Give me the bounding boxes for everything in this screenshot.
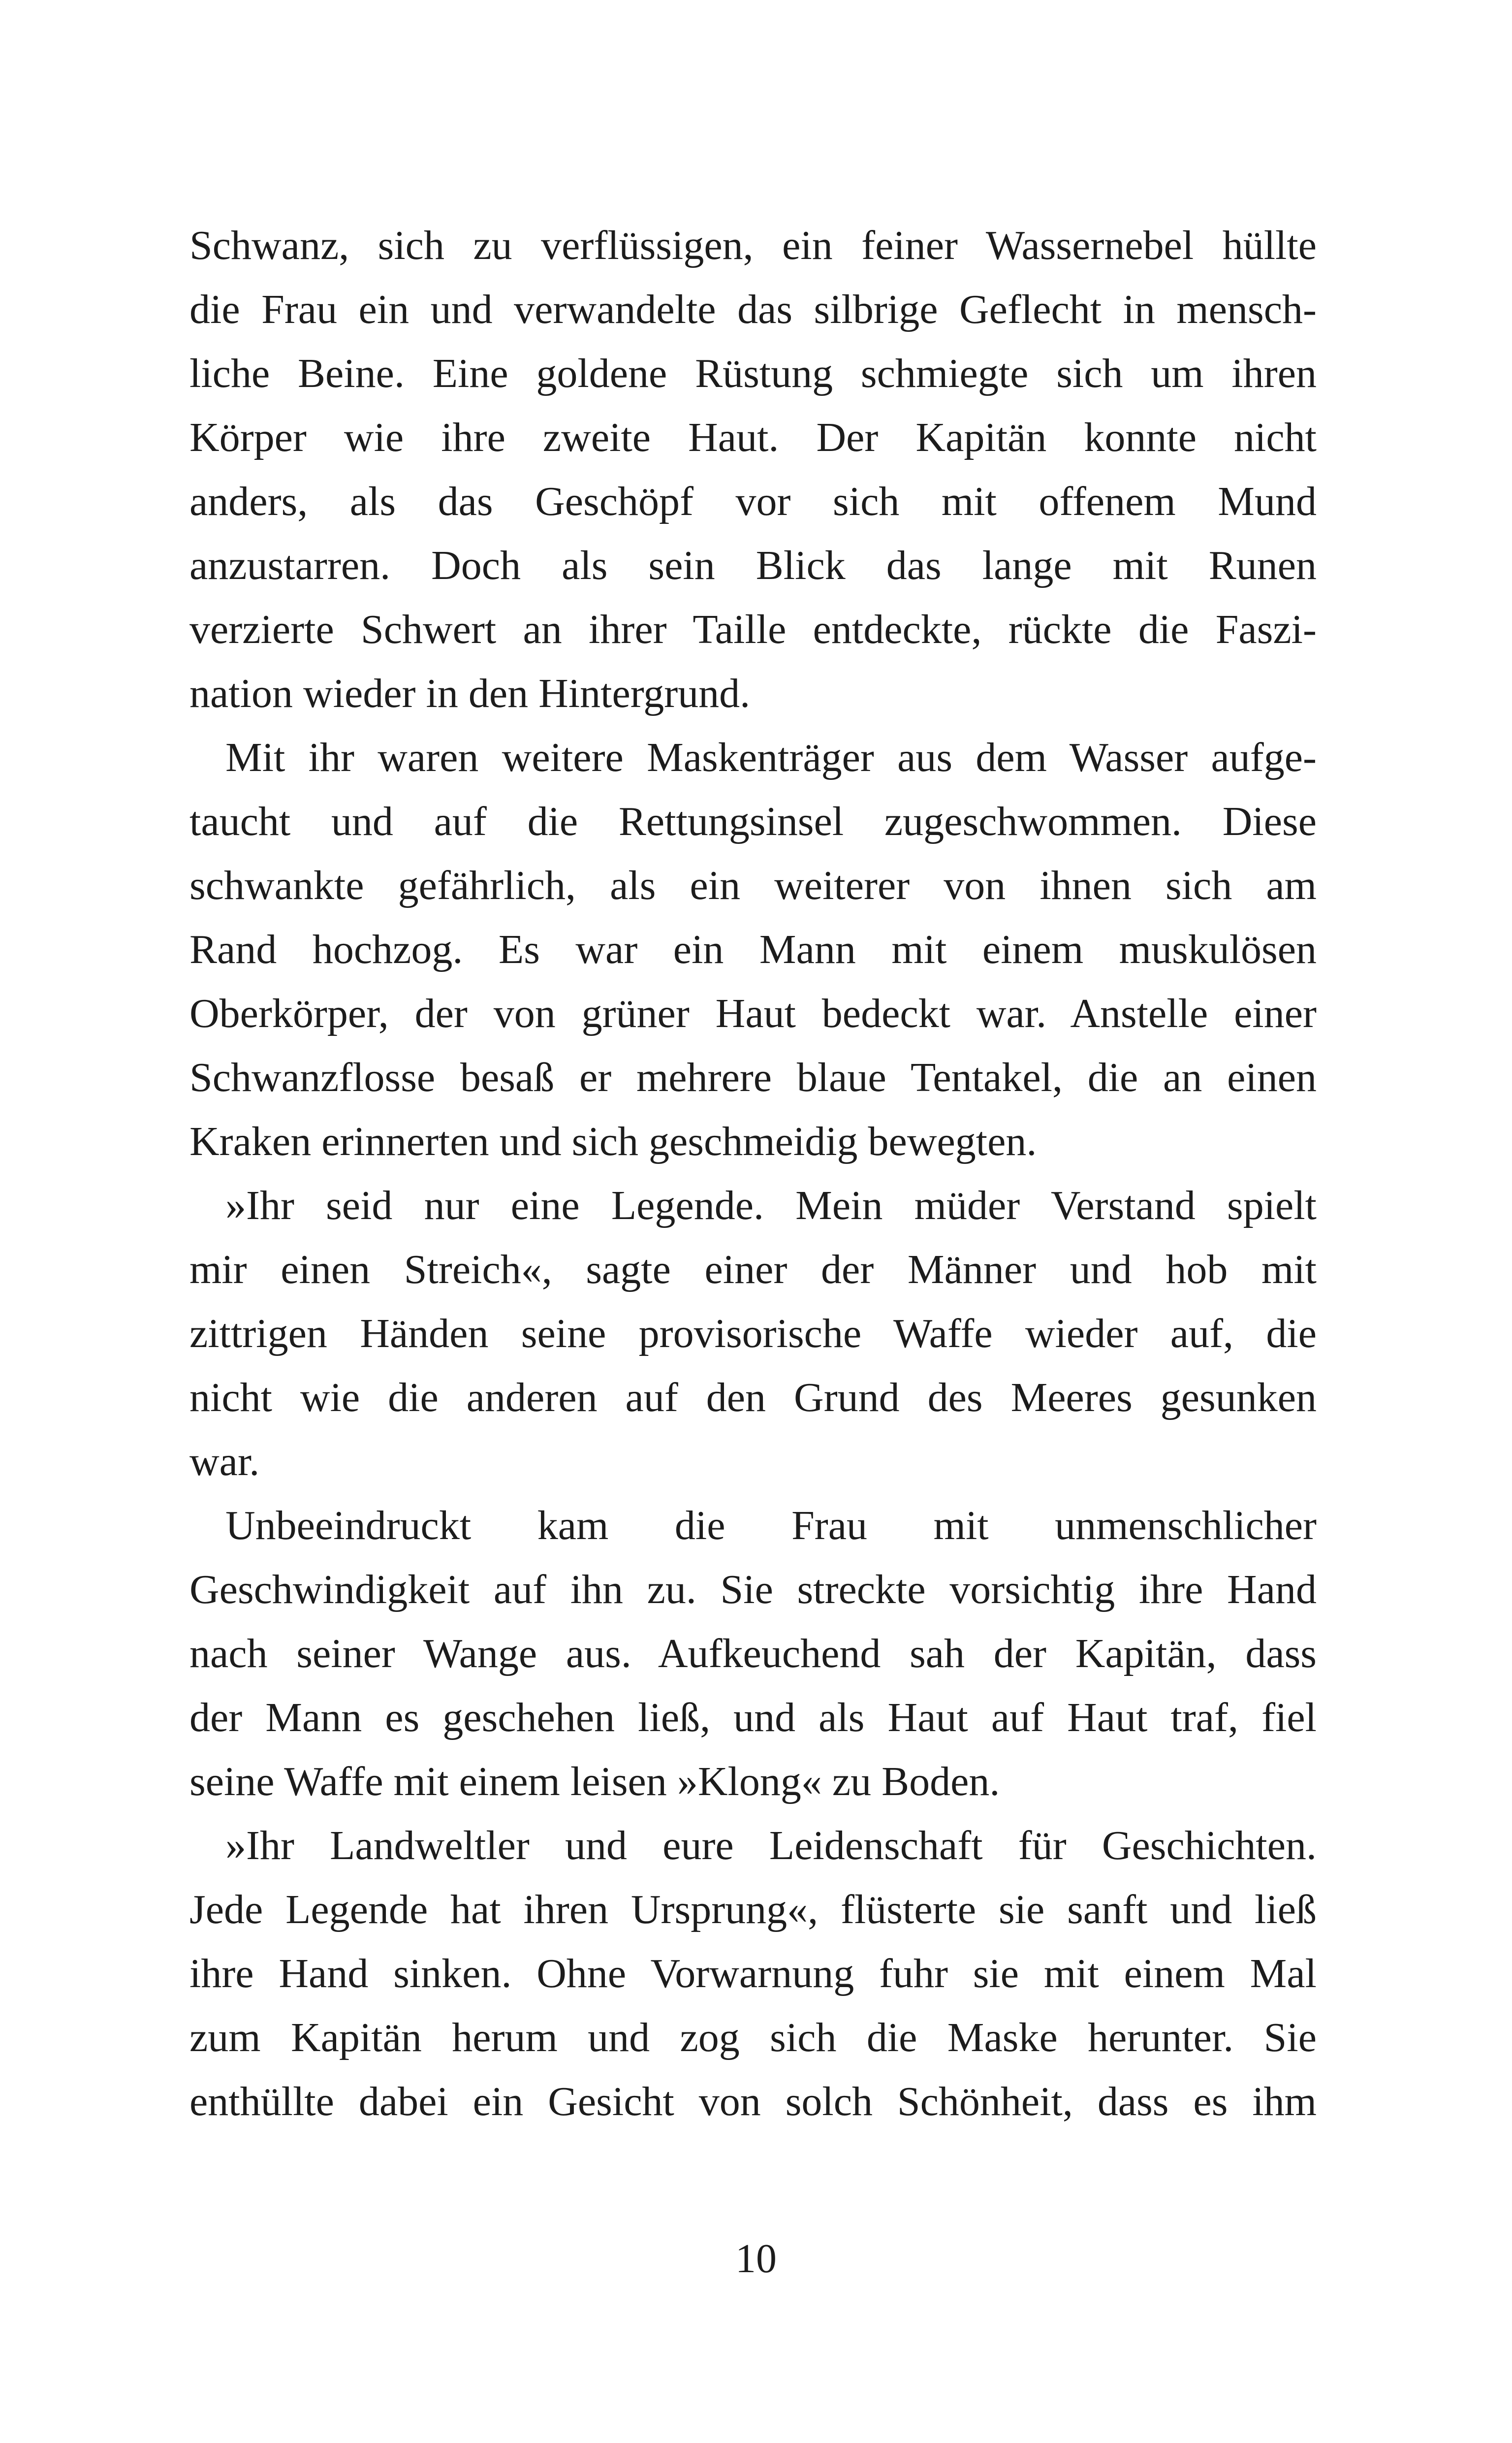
text-line: Oberkörper, der von grüner Haut bedeckt war. Anstelle einer [189,991,1317,1036]
text-line: Körper wie ihre zweite Haut. Der Kapitän konnte nicht [189,415,1317,460]
body-text [189,214,1317,2134]
text-line: verzierte Schwert an ihrer Taille entdeckte, rückte die Faszi- [189,607,1317,652]
text-line: nation wieder in den Hintergrund. [189,671,751,716]
text-line: Rand hochzog. Es war ein Mann mit einem muskulösen [189,927,1317,972]
text-line: der Mann es geschehen ließ, und als Haut auf Haut traf, fiel [189,1695,1317,1740]
text-line: taucht und auf die Rettungsinsel zugeschwommen. Diese [189,799,1317,844]
text-line: war. [189,1439,260,1484]
text-line: Schwanzflosse besaß er mehrere blaue Tentakel, die an einen [189,1055,1317,1100]
text-line: die Frau ein und verwandelte das silbrige Geflecht in mensch- [189,287,1317,332]
text-line: seine Waffe mit einem leisen »Klong« zu Boden. [189,1759,1000,1804]
text-line: anzustarren. Doch als sein Blick das lange mit Runen [189,543,1317,588]
text-line: Jede Legende hat ihren Ursprung«, flüsterte sie sanft und ließ [189,1887,1317,1932]
text-line: mir einen Streich«, sagte einer der Männer und hob mit [189,1247,1317,1292]
text-line: zittrigen Händen seine provisorische Waffe wieder auf, die [189,1311,1317,1356]
page-number: 10 [735,2236,777,2282]
text-line: ihre Hand sinken. Ohne Vorwarnung fuhr sie mit einem Mal [189,1951,1317,1996]
text-line: »Ihr Landweltler und eure Leidenschaft für Geschichten. [225,1823,1317,1868]
text-line: Unbeeindruckt kam die Frau mit unmenschlicher [225,1503,1317,1548]
text-line: »Ihr seid nur eine Legende. Mein müder Verstand spielt [225,1183,1317,1228]
text-line: zum Kapitän herum und zog sich die Maske herunter. Sie [189,2015,1317,2060]
text-line: Mit ihr waren weitere Maskenträger aus dem Wasser aufge- [225,735,1317,780]
text-line: schwankte gefährlich, als ein weiterer von ihnen sich am [189,863,1317,908]
text-line: nach seiner Wange aus. Aufkeuchend sah der Kapitän, dass [189,1631,1317,1676]
text-line: Schwanz, sich zu verflüssigen, ein feiner Wassernebel hüllte [189,223,1317,268]
text-line: nicht wie die anderen auf den Grund des Meeres gesunken [189,1375,1317,1420]
text-line: liche Beine. Eine goldene Rüstung schmiegte sich um ihren [189,351,1317,396]
text-line: Geschwindigkeit auf ihn zu. Sie streckte vorsichtig ihre Hand [189,1567,1317,1612]
text-line: Kraken erinnerten und sich geschmeidig bewegten. [189,1119,1037,1164]
text-line: anders, als das Geschöpf vor sich mit offenem Mund [189,479,1317,524]
text-line: enthüllte dabei ein Gesicht von solch Schönheit, dass es ihm [189,2079,1317,2124]
